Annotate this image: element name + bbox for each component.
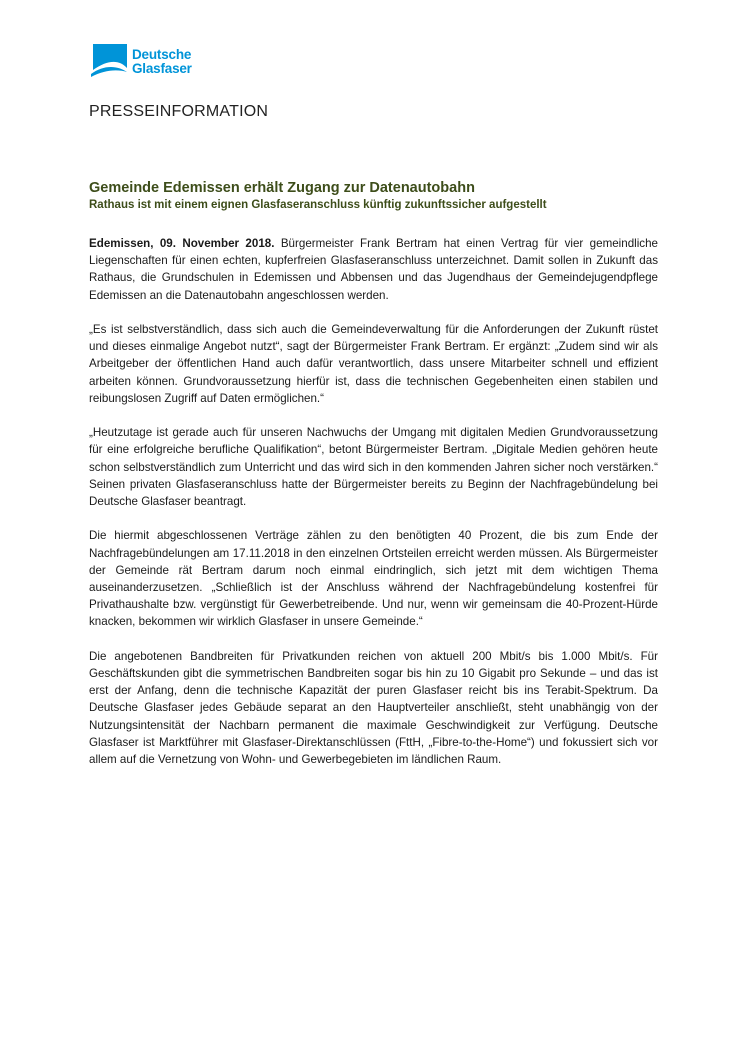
headline-title: Gemeinde Edemissen erhält Zugang zur Datenautobahn <box>89 180 475 196</box>
company-logo <box>89 44 192 80</box>
paragraph-1-text: Bürgermeister Frank Bertram hat einen Vertrag für vier gemeindliche Liegenschaften für einen echten, kupferfreien Glasfaseranschluss unterzeichnet. Damit sollen in Zukunft das Rathaus, die Grundschulen in Edemissen und Abbensen und das Jugendhaus der Gemeindejugendpflege Edemissen an die Datenautobahn angeschlossen werden. <box>89 237 658 302</box>
logo-line-1: Deutsche <box>132 47 192 62</box>
press-label: PRESSEINFORMATION <box>89 103 269 120</box>
paragraph-4: Die hiermit abgeschlossenen Verträge zählen zu den benötigten 40 Prozent, die bis zum Ende der Nachfragebündelungen am 17.11.2018 in den einzelnen Ortsteilen erreicht werden müssen. Als Bürgermeister der Gemeinde rät Bertram darum noch einmal eindringlich, sich jetzt mit dem wichtigen Thema auseinanderzusetzen. „Schließlich ist der Anschluss während der Nachfragebündelung kostenfrei für Privathaushalte bzw. vergünstigt für Gewerbetreibende. Und nur, wenn wir gemeinsam die 40-Prozent-Hürde knacken, bekommen wir wirklich Glasfaser in unsere Gemeinde.“ <box>89 529 658 629</box>
paragraph-1 <box>89 235 658 304</box>
headline-block <box>89 179 669 213</box>
headline-subtitle: Rathaus ist mit einem eignen Glasfaseranschluss künftig zukunftssicher aufgestellt <box>89 199 547 211</box>
article-body <box>89 235 658 785</box>
paragraph-2: „Es ist selbstverständlich, dass sich auch die Gemeindeverwaltung für die Anforderungen der Zukunft rüstet und dieses einmalige Angebot nutzt“, sagt der Bürgermeister Frank Bertram. Er ergänzt: „Zudem sind wir als Arbeitgeber der öffentlichen Hand auch dafür verantwortlich, dass unsere Mitarbeiter schnell und effizient arbeiten können. Grundvoraussetzung hierfür ist, dass die technischen Gegebenheiten einen stabilen und reibungslosen Zugriff auf Daten ermöglichen.“ <box>89 323 658 405</box>
dateline: Edemissen, 09. November 2018. <box>89 237 275 250</box>
logo-line-2: Glasfaser <box>132 61 192 76</box>
paragraph-3: „Heutzutage ist gerade auch für unseren Nachwuchs der Umgang mit digitalen Medien Grundvoraussetzung für eine erfolgreiche berufliche Qualifikation“, betont Bürgermeister Bertram. „Digitale Medien gehören heute schon selbstverständlich zum Unterricht und das wird sich in den kommenden Jahren sicher noch verstärken.“ Seinen privaten Glasfaseranschluss hatte der Bürgermeister bereits zu Beginn der Nachfragebündelung bei Deutsche Glasfaser beantragt. <box>89 426 658 509</box>
logo-wordmark <box>132 48 192 76</box>
deutsche-glasfaser-logo-icon <box>89 44 127 80</box>
paragraph-5: Die angebotenen Bandbreiten für Privatkunden reichen von aktuell 200 Mbit/s bis 1.000 Mbit/s. Für Geschäftskunden gibt die symmetrischen Bandbreiten sogar bis hin zu 10 Gigabit pro Sekunde – und das ist erst der Anfang, denn die technische Kapazität der puren Glasfaser reicht bis ins Terabit-Spektrum. Da Deutsche Glasfaser jedes Gebäude separat an den Hauptverteiler anschließt, steht unabhängig von der Nutzungsintensität der Nachbarn permanent die maximale Geschwindigkeit zur Verfügung. Deutsche Glasfaser ist Marktführer mit Glasfaser-Direktanschlüssen (FttH, „Fibre-to-the-Home“) und fokussiert sich vor allem auf die Vernetzung von Wohn- und Gewerbegebieten im ländlichen Raum. <box>89 649 658 767</box>
